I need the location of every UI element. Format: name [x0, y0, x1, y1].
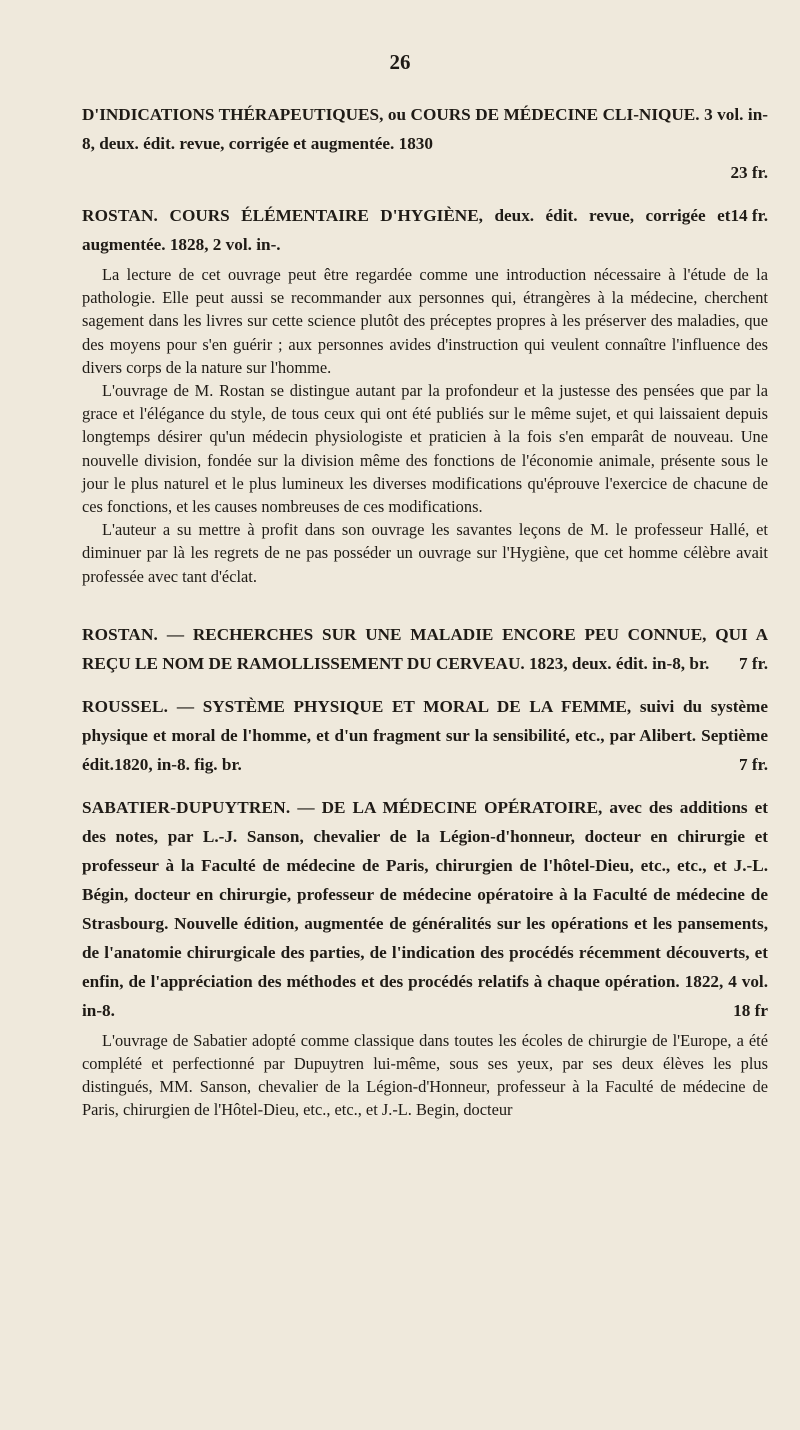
entry-price: 18 fr: [733, 1000, 768, 1020]
entry-title: D'INDICATIONS THÉRAPEUTIQUES, ou COURS DE MÉDECINE CLI-NIQUE. 3 vol. in-8, deux. édit. revue, corrigée et augmentée. 1830: [82, 105, 768, 153]
catalogue-entry: [82, 100, 768, 187]
entry-title: — RECHERCHES SUR UNE MALADIE ENCORE PEU CONNUE, QUI A REÇU LE NOM DE RAMOLLISSEMENT DU CERVEAU. 1823, deux. édit. in-8, br.: [82, 624, 768, 673]
entry-description: [82, 263, 768, 588]
entry-title: — DE LA MÉDECINE OPÉRATOIRE, avec des additions et des notes, par L.-J. Sanson, chevalier de la Légion-d'honneur, docteur en chirurgie et professeur à la Faculté de médecine de Paris, chirurgien de l'hôtel-Dieu, etc., etc., et J.-L. Bégin, docteur en chirurgie, professeur de médecine opératoire à la Faculté de médecine de Strasbourg. Nouvelle édition, augmentée de généralités sur les opérations et les pansements, de l'anatomie chirurgicale des parties, de l'indication des procédés récemment découverts, et enfin, de l'appréciation des méthodes et des procédés relatifs à chaque opération. 1822, 4 vol. in-8.: [82, 797, 769, 1020]
entry-price: 23 fr.: [730, 163, 768, 182]
catalogue-entry: [82, 692, 768, 779]
entry-heading: [82, 692, 768, 779]
catalogue-entry: [82, 793, 768, 1122]
entry-price: 14 fr.: [730, 206, 768, 225]
entry-heading: [82, 793, 768, 1025]
entry-heading: [82, 201, 768, 259]
entry-author: ROUSSEL.: [82, 696, 169, 716]
entry-heading: [82, 620, 768, 678]
entry-author: ROSTAN.: [82, 624, 159, 644]
entry-author: SABATIER-DUPUYTREN.: [82, 797, 291, 817]
catalogue-entry: [82, 201, 768, 588]
description-paragraph: L'ouvrage de M. Rostan se distingue autant par la profondeur et la justesse des pensées que par la grace et l'élégance du style, de tous ceux qui ont été publiés sur le même sujet, et qui laissaient depuis longtemps désirer qu'un médecin physiologiste et praticien à la fois s'en emparât de nouveau. Une nouvelle division, fondée sur la division même des fonctions de l'économie animale, présente sous le jour le plus naturel et le plus lumineux les diverses modifications qu'éprouve l'exercice de chacune de ces fonctions, et les causes nombreuses de ces modifications.: [82, 381, 768, 517]
catalogue-entry: [82, 620, 768, 678]
description-paragraph: L'ouvrage de Sabatier adopté comme classique dans toutes les écoles de chirurgie de l'Europe, a été complété et perfectionné par Dupuytren lui-même, sous ses yeux, par ses deux élèves les plus distingués, MM. Sanson, chevalier de la Légion-d'Honneur, professeur à la Faculté de médecine de Paris, chirurgien de l'Hôtel-Dieu, etc., etc., et J.-L. Begin, docteur: [82, 1030, 768, 1120]
entry-description: [82, 1029, 768, 1122]
entry-title: COURS ÉLÉMENTAIRE D'HYGIÈNE, deux. édit. revue, corrigée et augmentée. 1828, 2 vol. in-.: [82, 206, 731, 254]
catalogue-content: [82, 100, 768, 1136]
entry-author: ROSTAN.: [82, 206, 159, 225]
entry-price: 7 fr.: [739, 754, 768, 774]
description-paragraph: La lecture de cet ouvrage peut être regardée comme une introduction nécessaire à l'étude de la pathologie. Elle peut aussi se recommander aux personnes qui, étrangères à la médecine, cherchent sagement dans les livres sur cette science plutôt des préceptes propres à les préserver des maladies, que des moyens pour s'en guérir ; aux personnes avides d'instruction qui veulent connaître l'influence des divers corps de la nature sur l'homme.: [82, 265, 768, 377]
page-number: 26: [389, 50, 411, 74]
description-paragraph: L'auteur a su mettre à profit dans son ouvrage les savantes leçons de M. le professeur Hallé, et diminuer par là les regrets de ne pas posséder un ouvrage sur l'Hygiène, que cet homme célèbre avait professée avec tant d'éclat.: [82, 520, 768, 586]
entry-title: — SYSTÈME PHYSIQUE ET MORAL DE LA FEMME, suivi du système physique et moral de l'homme, et d'un fragment sur la sensibilité, etc., par Alibert. Septième édit.1820, in-8. fig. br.: [82, 696, 769, 774]
entry-price: 7 fr.: [739, 653, 768, 673]
